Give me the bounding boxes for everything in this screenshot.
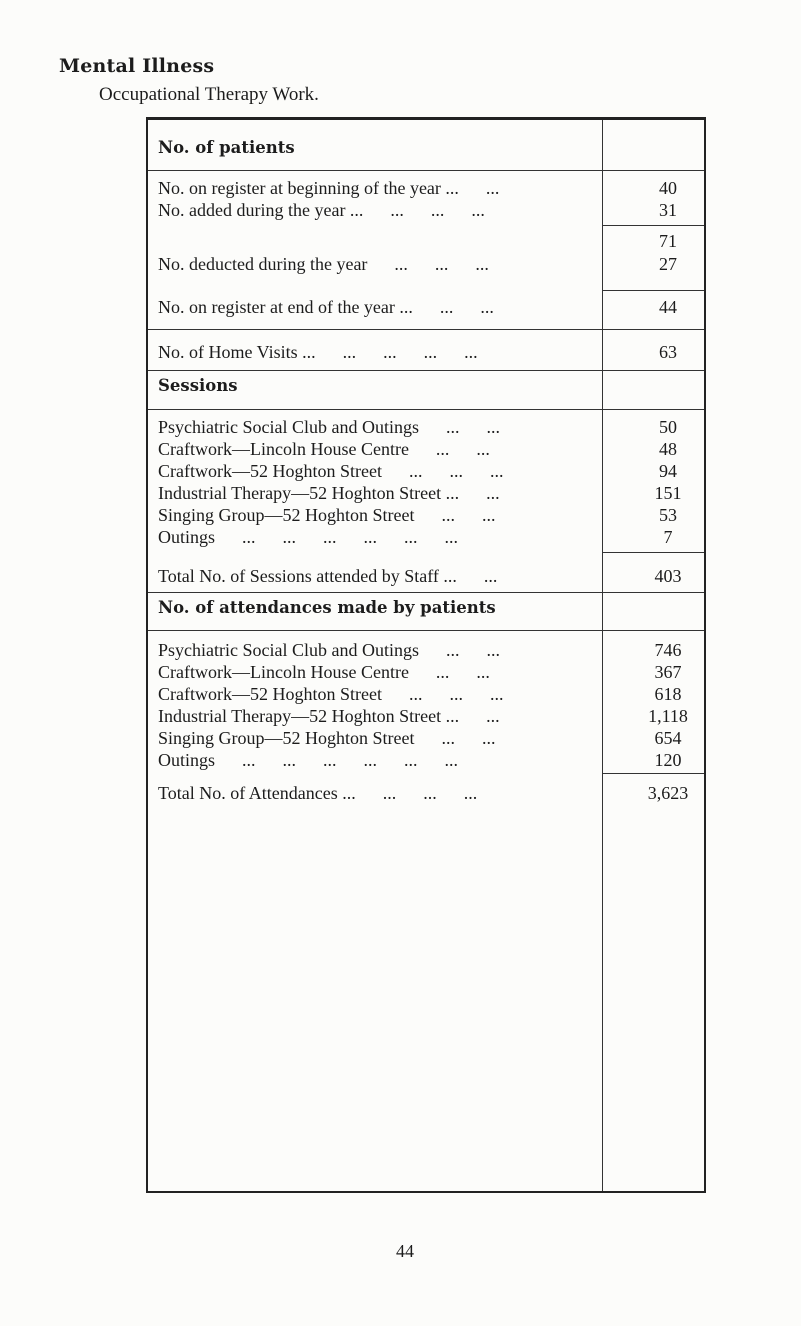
subtotal-divider (602, 290, 704, 291)
row-label: Industrial Therapy—52 Hoghton Street ... ... (158, 483, 500, 503)
row-value: 746 (654, 640, 682, 660)
row-label: Singing Group—52 Hoghton Street ... ... (158, 505, 496, 525)
table-row (158, 749, 698, 771)
table-row (158, 416, 698, 438)
divider (148, 630, 704, 631)
table-row (158, 661, 698, 683)
row-label: Craftwork—52 Hoghton Street ... ... ... (158, 461, 504, 481)
row-value: 71 (659, 231, 677, 251)
table-row (158, 199, 698, 221)
row-label: No. deducted during the year ... ... ... (158, 254, 489, 274)
row-value: 48 (659, 439, 677, 459)
row-value: 40 (659, 178, 677, 198)
row-value: 27 (659, 254, 677, 274)
row-label: Industrial Therapy—52 Hoghton Street ... ... (158, 706, 500, 726)
row-label: Craftwork—52 Hoghton Street ... ... ... (158, 684, 504, 704)
table-row (158, 438, 698, 460)
row-label: No. of Home Visits ... ... ... ... ... (158, 342, 478, 362)
row-value: 44 (659, 297, 677, 317)
subtotal-divider (602, 773, 704, 774)
subtotal-divider (602, 225, 704, 226)
table-row (158, 526, 698, 548)
divider (148, 329, 704, 330)
section-header-attendances: No. of attendances made by patients (158, 598, 496, 617)
row-value: 50 (659, 417, 677, 437)
row-label: Total No. of Sessions attended by Staff ... ... (158, 566, 498, 586)
row-label: Craftwork—Lincoln House Centre ... ... (158, 662, 490, 682)
row-value: 151 (654, 483, 682, 503)
table-row (158, 504, 698, 526)
row-value: 403 (654, 566, 682, 586)
row-value: 367 (654, 662, 682, 682)
row-value: 31 (659, 200, 677, 220)
row-label: No. added during the year ... ... ... ... (158, 200, 485, 220)
row-value: 120 (654, 750, 682, 770)
divider (148, 170, 704, 171)
page-number: 44 (396, 1241, 414, 1261)
table-row (158, 683, 698, 705)
divider (148, 592, 704, 593)
row-label: Outings ... ... ... ... ... ... (158, 527, 459, 547)
table-row (158, 253, 698, 275)
row-label: Psychiatric Social Club and Outings ... ... (158, 417, 500, 437)
page-heading: Mental Illness (59, 55, 215, 77)
row-label: Singing Group—52 Hoghton Street ... ... (158, 728, 496, 748)
table-row (158, 705, 698, 727)
table-row (158, 177, 698, 199)
table-row (158, 341, 698, 363)
subtotal-divider (602, 552, 704, 553)
row-value: 3,623 (647, 783, 689, 803)
table-row (158, 482, 698, 504)
table-row-subtotal (158, 230, 698, 252)
row-value: 94 (659, 461, 677, 481)
row-label: Psychiatric Social Club and Outings ... ... (158, 640, 500, 660)
divider (148, 370, 704, 371)
table-row (158, 727, 698, 749)
row-label: No. on register at end of the year ... ... ... (158, 297, 494, 317)
row-value: 53 (659, 505, 677, 525)
row-value: 7 (663, 527, 673, 547)
page-subheading: Occupational Therapy Work. (99, 84, 319, 105)
section-header-patients: No. of patients (158, 138, 295, 157)
row-label: No. on register at beginning of the year ... ... (158, 178, 500, 198)
row-label: Outings ... ... ... ... ... ... (158, 750, 459, 770)
section-header-sessions: Sessions (158, 376, 238, 395)
divider (148, 409, 704, 410)
row-value: 654 (654, 728, 682, 748)
row-value: 1,118 (648, 706, 688, 726)
table-row-total (158, 782, 698, 804)
row-value: 63 (659, 342, 677, 362)
row-label: Craftwork—Lincoln House Centre ... ... (158, 439, 490, 459)
row-value: 618 (654, 684, 682, 704)
table-row-total (158, 565, 698, 587)
table-row (158, 296, 698, 318)
occupational-therapy-table (146, 117, 706, 1193)
row-label: Total No. of Attendances ... ... ... ... (158, 783, 478, 803)
table-row (158, 639, 698, 661)
table-row (158, 460, 698, 482)
